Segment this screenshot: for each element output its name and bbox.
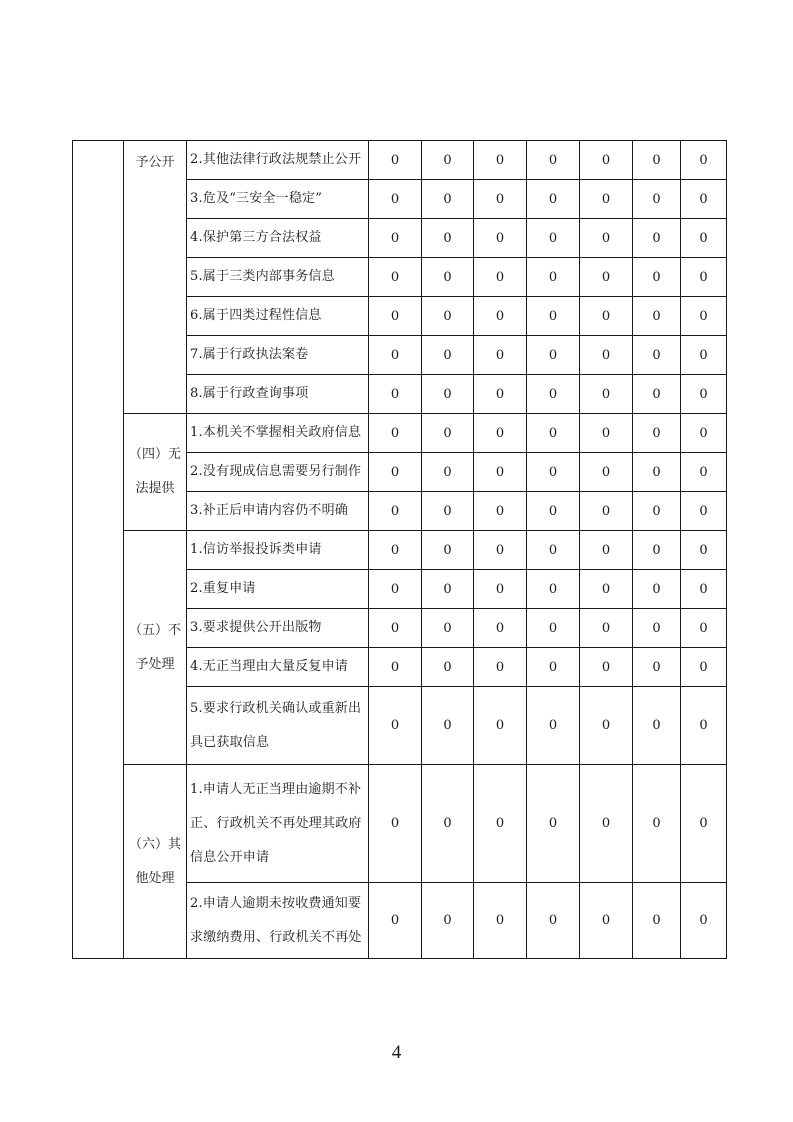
table-row: [73, 414, 727, 453]
value-cell: 0: [580, 531, 633, 570]
value-cell: 0: [633, 687, 681, 765]
value-cell: 0: [474, 570, 527, 609]
value-cell: 0: [527, 492, 580, 531]
table-row: [73, 765, 727, 883]
value-cell: 0: [633, 648, 681, 687]
value-cell: 0: [422, 609, 474, 648]
value-cell: 0: [422, 141, 474, 180]
value-cell: 0: [527, 765, 580, 883]
value-cell: 0: [369, 375, 422, 414]
item-label: 3.补正后申请内容仍不明确: [187, 492, 369, 531]
value-cell: 0: [369, 258, 422, 297]
value-cell: 0: [474, 141, 527, 180]
value-cell: 0: [369, 336, 422, 375]
value-cell: 0: [422, 531, 474, 570]
value-cell: 0: [474, 453, 527, 492]
value-cell: 0: [474, 609, 527, 648]
item-label: 6.属于四类过程性信息: [187, 297, 369, 336]
value-cell: 0: [474, 336, 527, 375]
value-cell: 0: [681, 883, 727, 959]
value-cell: 0: [369, 141, 422, 180]
value-cell: 0: [681, 414, 727, 453]
value-cell: 0: [633, 453, 681, 492]
value-cell: 0: [580, 765, 633, 883]
item-label: 8.属于行政查询事项: [187, 375, 369, 414]
value-cell: 0: [527, 141, 580, 180]
value-cell: 0: [474, 765, 527, 883]
value-cell: 0: [681, 609, 727, 648]
value-cell: 0: [369, 180, 422, 219]
value-cell: 0: [527, 609, 580, 648]
group-label: 予公开: [124, 141, 187, 414]
value-cell: 0: [474, 687, 527, 765]
value-cell: 0: [369, 609, 422, 648]
value-cell: 0: [474, 375, 527, 414]
value-cell: 0: [580, 687, 633, 765]
value-cell: 0: [681, 141, 727, 180]
value-cell: 0: [580, 336, 633, 375]
value-cell: 0: [474, 648, 527, 687]
value-cell: 0: [633, 883, 681, 959]
value-cell: 0: [580, 648, 633, 687]
item-label: 2.其他法律行政法规禁止公开: [187, 141, 369, 180]
value-cell: 0: [681, 648, 727, 687]
value-cell: 0: [527, 336, 580, 375]
item-label: 4.保护第三方合法权益: [187, 219, 369, 258]
value-cell: 0: [633, 609, 681, 648]
value-cell: 0: [527, 648, 580, 687]
value-cell: 0: [633, 258, 681, 297]
value-cell: 0: [422, 336, 474, 375]
item-label: 2.重复申请: [187, 570, 369, 609]
value-cell: 0: [633, 414, 681, 453]
value-cell: 0: [681, 258, 727, 297]
item-label: 5.属于三类内部事务信息: [187, 258, 369, 297]
value-cell: 0: [369, 765, 422, 883]
value-cell: 0: [580, 297, 633, 336]
value-cell: 0: [527, 219, 580, 258]
value-cell: 0: [527, 180, 580, 219]
value-cell: 0: [580, 570, 633, 609]
value-cell: 0: [369, 687, 422, 765]
value-cell: 0: [580, 609, 633, 648]
item-label: 2.没有现成信息需要另行制作: [187, 453, 369, 492]
value-cell: 0: [474, 258, 527, 297]
value-cell: 0: [633, 297, 681, 336]
value-cell: 0: [474, 492, 527, 531]
value-cell: 0: [681, 375, 727, 414]
value-cell: 0: [633, 375, 681, 414]
value-cell: 0: [633, 141, 681, 180]
value-cell: 0: [580, 883, 633, 959]
value-cell: 0: [369, 414, 422, 453]
value-cell: 0: [527, 414, 580, 453]
value-cell: 0: [422, 765, 474, 883]
group-label: （六）其他处理: [124, 765, 187, 959]
value-cell: 0: [422, 492, 474, 531]
value-cell: 0: [422, 570, 474, 609]
value-cell: 0: [422, 648, 474, 687]
value-cell: 0: [369, 883, 422, 959]
table-row: [73, 141, 727, 180]
value-cell: 0: [527, 375, 580, 414]
value-cell: 0: [527, 883, 580, 959]
value-cell: 0: [580, 453, 633, 492]
item-label: 2.申请人逾期未按收费通知要求缴纳费用、行政机关不再处: [187, 883, 369, 959]
value-cell: 0: [422, 219, 474, 258]
item-label: 3.要求提供公开出版物: [187, 609, 369, 648]
value-cell: 0: [527, 687, 580, 765]
value-cell: 0: [580, 375, 633, 414]
value-cell: 0: [422, 883, 474, 959]
value-cell: 0: [580, 414, 633, 453]
item-label: 7.属于行政执法案卷: [187, 336, 369, 375]
value-cell: 0: [369, 219, 422, 258]
value-cell: 0: [422, 180, 474, 219]
value-cell: 0: [633, 492, 681, 531]
value-cell: 0: [681, 687, 727, 765]
value-cell: 0: [681, 492, 727, 531]
value-cell: 0: [422, 453, 474, 492]
value-cell: 0: [369, 648, 422, 687]
value-cell: 0: [681, 570, 727, 609]
item-label: 5.要求行政机关确认或重新出具已获取信息: [187, 687, 369, 765]
value-cell: 0: [681, 219, 727, 258]
value-cell: 0: [369, 570, 422, 609]
value-cell: 0: [527, 531, 580, 570]
item-label: 1.申请人无正当理由逾期不补正、行政机关不再处理其政府信息公开申请: [187, 765, 369, 883]
value-cell: 0: [527, 258, 580, 297]
value-cell: 0: [369, 453, 422, 492]
value-cell: 0: [369, 531, 422, 570]
value-cell: 0: [474, 297, 527, 336]
value-cell: 0: [422, 414, 474, 453]
value-cell: 0: [422, 375, 474, 414]
value-cell: 0: [580, 258, 633, 297]
value-cell: 0: [474, 219, 527, 258]
category-cell: [73, 141, 124, 959]
value-cell: 0: [422, 687, 474, 765]
value-cell: 0: [527, 453, 580, 492]
value-cell: 0: [474, 531, 527, 570]
group-label: （四）无法提供: [124, 414, 187, 531]
disclosure-statistics-table: [72, 140, 727, 959]
item-label: 1.信访举报投诉类申请: [187, 531, 369, 570]
value-cell: 0: [580, 492, 633, 531]
page-number: 4: [391, 1042, 402, 1063]
value-cell: 0: [580, 180, 633, 219]
value-cell: 0: [422, 258, 474, 297]
item-label: 4.无正当理由大量反复申请: [187, 648, 369, 687]
value-cell: 0: [422, 297, 474, 336]
value-cell: 0: [633, 336, 681, 375]
value-cell: 0: [580, 219, 633, 258]
value-cell: 0: [633, 765, 681, 883]
value-cell: 0: [681, 765, 727, 883]
value-cell: 0: [369, 297, 422, 336]
value-cell: 0: [369, 492, 422, 531]
value-cell: 0: [527, 297, 580, 336]
value-cell: 0: [580, 141, 633, 180]
value-cell: 0: [633, 219, 681, 258]
item-label: 3.危及“三安全一稳定”: [187, 180, 369, 219]
group-label: （五）不予处理: [124, 531, 187, 765]
value-cell: 0: [633, 180, 681, 219]
value-cell: 0: [681, 336, 727, 375]
value-cell: 0: [474, 883, 527, 959]
value-cell: 0: [681, 453, 727, 492]
value-cell: 0: [474, 180, 527, 219]
value-cell: 0: [633, 531, 681, 570]
value-cell: 0: [681, 180, 727, 219]
value-cell: 0: [681, 297, 727, 336]
value-cell: 0: [681, 531, 727, 570]
table-row: [73, 531, 727, 570]
value-cell: 0: [527, 570, 580, 609]
item-label: 1.本机关不掌握相关政府信息: [187, 414, 369, 453]
value-cell: 0: [633, 570, 681, 609]
value-cell: 0: [474, 414, 527, 453]
